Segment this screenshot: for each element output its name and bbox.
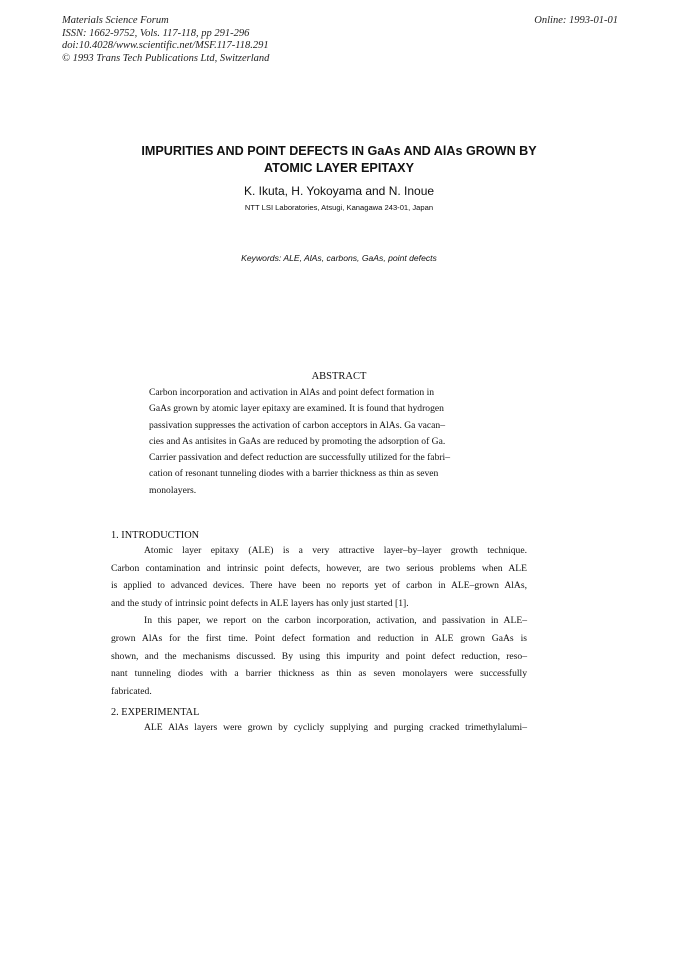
online-date: Online: 1993-01-01 (534, 15, 618, 26)
journal-info (62, 15, 269, 65)
abstract-line: GaAs grown by atomic layer epitaxy are examined. It is found that hydrogen (149, 403, 444, 415)
body-line: nant tunneling diodes with a barrier thickness as thin as seven monolayers were successfully (111, 668, 527, 680)
authors: K. Ikuta, H. Yokoyama and N. Inoue (243, 184, 435, 198)
journal-doi: doi:10.4028/www.scientific.net/MSF.117-118.291 (62, 40, 269, 51)
journal-name: Materials Science Forum (62, 15, 169, 26)
body-line: In this paper, we report on the carbon incorporation, activation, and passivation in ALE– (144, 615, 527, 627)
body-line: Atomic layer epitaxy (ALE) is a very attractive layer–by–layer growth technique. (144, 545, 527, 556)
body-line: Carbon contamination and intrinsic point defects, however, are two serious problems when ALE (111, 562, 527, 574)
abstract-line: Carrier passivation and defect reduction are successfully utilized for the fabri– (149, 452, 451, 464)
body-line: grown AlAs for the first time. Point defect formation and reduction in ALE grown GaAs is (111, 632, 527, 644)
experimental-body (111, 719, 527, 737)
affiliation: NTT LSI Laboratories, Atsugi, Kanagawa 243-01, Japan (244, 203, 434, 212)
paper-title-line: ATOMIC LAYER EPITAXY (264, 161, 414, 175)
keywords: Keywords: ALE, AlAs, carbons, GaAs, point defects (241, 253, 437, 263)
abstract-line: passivation suppresses the activation of carbon acceptors in AlAs. Ga vacan– (149, 419, 445, 431)
experimental-heading: 2. EXPERIMENTAL (111, 707, 200, 718)
body-line: shown, and the mechanisms discussed. By using this impurity and point defect reduction, reso– (111, 650, 527, 662)
paper-title (100, 143, 578, 177)
abstract-heading: ABSTRACT (311, 371, 367, 382)
body-line: fabricated. (111, 685, 152, 697)
journal-copyright: © 1993 Trans Tech Publications Ltd, Switzerland (62, 52, 270, 64)
abstract-line: Carbon incorporation and activation in AlAs and point defect formation in (149, 387, 435, 398)
introduction-body (111, 542, 527, 700)
body-line: is applied to advanced devices. There have been no reports yet of carbon in ALE–grown AlAs, (111, 580, 527, 592)
abstract-line: monolayers. (149, 484, 197, 496)
body-line: ALE AlAs layers were grown by cyclicly supplying and purging cracked trimethylalumi– (144, 722, 527, 733)
abstract-line: cies and As antisites in GaAs are reduced by promoting the adsorption of Ga. (149, 435, 446, 447)
body-line: and the study of intrinsic point defects in ALE layers has only just started [1]. (111, 597, 409, 609)
paper-title-line: IMPURITIES AND POINT DEFECTS IN GaAs AND AlAs GROWN BY (141, 144, 537, 158)
abstract-line: cation of resonant tunneling diodes with a barrier thickness as thin as seven (149, 468, 439, 480)
introduction-heading: 1. INTRODUCTION (111, 530, 200, 541)
abstract-body (149, 385, 450, 499)
journal-issn: ISSN: 1662-9752, Vols. 117-118, pp 291-296 (62, 27, 250, 39)
